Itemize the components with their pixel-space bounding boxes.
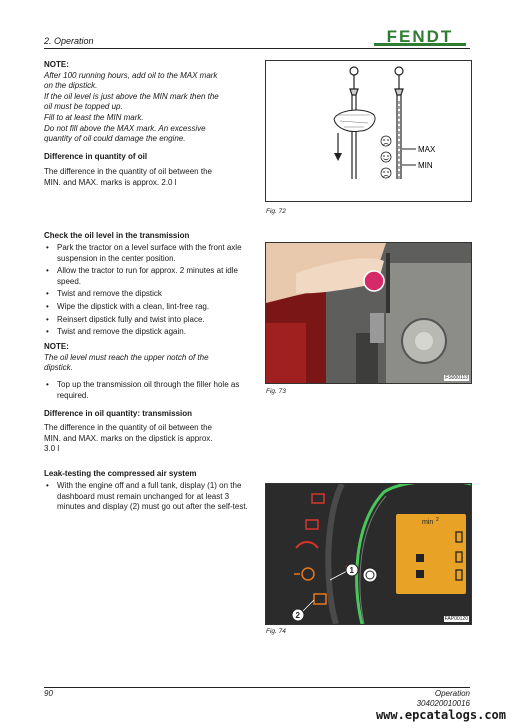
figure-caption: Fig. 74 [266,628,286,635]
footer-rule [44,687,470,688]
section-title: 2. Operation [44,36,94,46]
paragraph-line: 3.0 l [44,444,60,454]
diff-trans-heading: Difference in oil quantity: transmission [44,409,193,418]
note-block [44,60,249,145]
paragraph-line: MIN. and MAX. marks is approx. 2.0 l [44,177,177,187]
doc-number: 304020010016 [416,699,470,708]
photo-code: FS000113 [445,375,468,381]
dipstick-diagram [266,61,471,201]
note-heading: NOTE: [44,342,69,351]
note-heading: NOTE: [44,60,69,69]
lcd-unit: min [422,519,434,526]
list-item: • Park the tractor on a level surface with the front axle suspension in the center position. [44,243,249,264]
marker-1: 1 [349,566,354,575]
transmission-steps [44,243,249,340]
fendt-logo [374,28,466,46]
paragraph-line: The difference in the quantity of oil between the [44,167,212,176]
marker-2: 2 [295,611,300,620]
diff-oil-heading: Difference in quantity of oil [44,152,148,161]
svg-text:2: 2 [436,517,439,523]
transmission-note [44,342,249,374]
transmission-heading: Check the oil level in the transmission [44,231,190,240]
figure-caption: Fig. 72 [266,208,286,215]
note-line: After 100 running hours, add oil to the MAX mark [44,70,218,80]
leak-heading: Leak-testing the compressed air system [44,469,197,478]
topup-step [44,380,249,403]
page-number: 90 [44,689,53,698]
list-item: • Twist and remove the dipstick [44,289,249,300]
list-item: • Top up the transmission oil through the filler hole as required. [44,380,249,401]
footer-section: Operation [434,689,470,698]
note-line: Do not fill above the MAX mark. An excessive [44,123,206,133]
figure-photo-dipstick [265,242,472,384]
list-item: • Reinsert dipstick fully and twist into place. [44,315,249,326]
max-label: MAX [418,145,436,154]
note-line: oil must be topped up. [44,102,123,112]
list-item: • With the engine off and a full tank, display (1) on the dashboard must remain unchanged for at least 3 minutes and display (2) must go out after the self-test. [44,481,249,513]
paragraph-line: The difference in the quantity of oil between the [44,423,212,432]
list-item: • Wipe the dipstick with a clean, lint-free rag. [44,302,249,313]
note-line: dipstick. [44,363,73,373]
list-item: • Twist and remove the dipstick again. [44,327,249,338]
leak-steps [44,481,249,515]
note-line: The oil level must reach the upper notch of the [44,352,209,362]
watermark: www.epcatalogs.com [375,708,506,722]
note-line: on the dipstick. [44,81,98,91]
note-line: quantity of oil could damage the engine. [44,134,186,144]
brand-text: FENDT [386,28,454,46]
figure-dipstick [265,60,472,202]
dashboard-display [266,484,471,624]
photo-code: FAP00120 [444,616,468,622]
figure-caption: Fig. 73 [266,388,286,395]
diff-trans-text [44,423,249,455]
note-line: If the oil level is just above the MIN mark then the [44,91,219,101]
engine-photo [266,243,471,383]
min-label: MIN [418,161,433,170]
list-item: • Allow the tractor to run for approx. 2 minutes at idle speed. [44,266,249,287]
header-rule [44,48,470,49]
diff-oil-text [44,167,249,188]
figure-dashboard [265,483,472,625]
note-line: Fill to at least the MIN mark. [44,112,144,122]
paragraph-line: MIN. and MAX. marks on the dipstick is approx. [44,433,213,443]
